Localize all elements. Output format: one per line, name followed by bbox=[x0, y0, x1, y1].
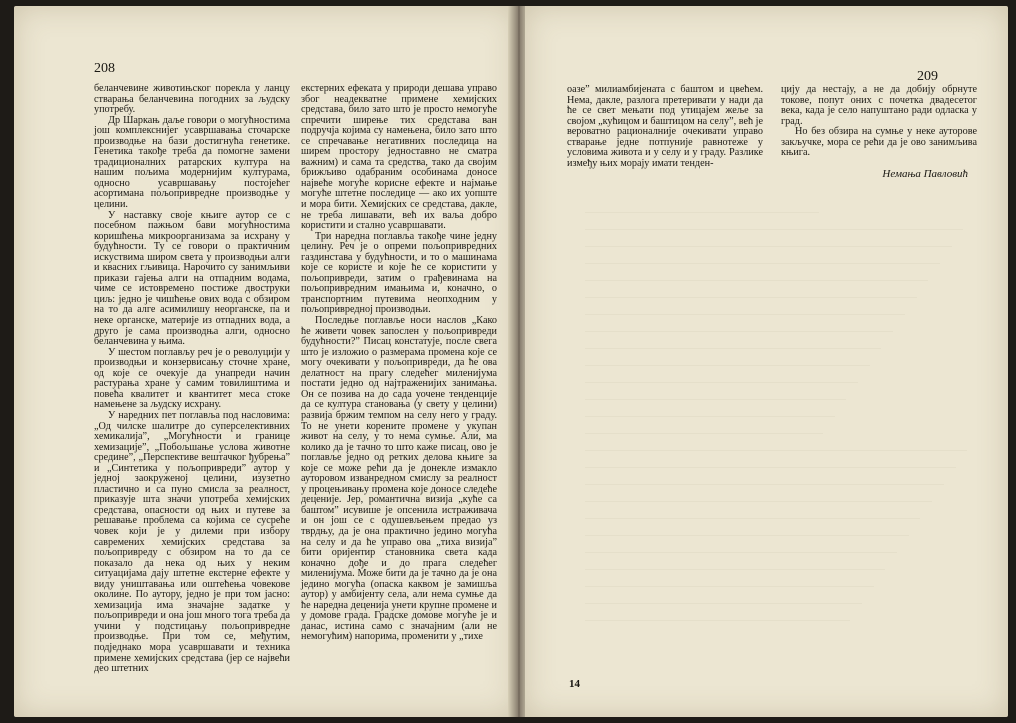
paragraph: Др Шаркањ даље говори о могућностима још комплекснијег усавршавања сточарске производње на бази достигнућа генетике. Генетика такође треба да помогне замени традиционалних ратарских култура на нашим пољима модернијим културама, односно усавршавању постојећег асортимана пољопривредне производње у целини. bbox=[94, 114, 290, 211]
show-through-line bbox=[585, 247, 940, 264]
show-through-line bbox=[585, 604, 850, 621]
show-through-line bbox=[585, 485, 932, 502]
paragraph: У шестом поглављу реч је о револуцији у производњи и конзервисању сточне хране, од које се очекује да унапреди начин растурања хране у самим товилиштима и повећа квалитет и квантитет меса стоке намењене за људску исхрану. bbox=[94, 346, 290, 411]
show-through-line bbox=[585, 264, 928, 281]
right-column-2 bbox=[781, 85, 977, 159]
show-through-line bbox=[585, 332, 881, 349]
show-through-line bbox=[585, 587, 862, 604]
left-page-number: 208 bbox=[94, 61, 115, 76]
paragraph: цију да нестају, а не да добију обрнуте токове, попут оних с почетка двадесетог века, када је село напуштано ради одласка у град. bbox=[781, 84, 977, 127]
right-page-number: 209 bbox=[917, 69, 938, 84]
paragraph: беланчевине животињског порекла у ланцу стварања беланчевина погодних за људску употребу. bbox=[94, 83, 290, 116]
paragraph: Три наредна поглавља такође чине једну целину. Реч је о опреми пољопривредних газдинстава у будућности, и то о машинама које се користе и које ће се користити у пољопривреди, затим о грађевинама на пољопривредним имањима и, коначно, о транспортним путевима неопходним у пољопривредној производњи. bbox=[301, 230, 497, 316]
author-signature: Немања Павловић bbox=[882, 168, 968, 180]
paragraph: У наредних пет поглавља под насловима: „Од чилске шалитре до суперселективних хемикалија”, „Могућности и границе хемизације”, „Побољшање услова животне средине”, „Перспективе вештачког ђубрења” и „Синтетика у пољопривреди” аутор у једној заокруженој целини, изузетно пластично и са пуно смисла за реалност, приказује шта значи употреба хемијских средстава, опасности од њих и путеве за решавање проблема са којима се сусреће човек који је у дилеми при избору савремених хемијских средстава за пољопривреду с обзиром на то да се показало да нека од њих у неким ситуацијама дају штетне екстерне ефекте у виду уништавања или оштећења човековe околине. По аутору, једно је при том јасно: хемизација има значајне задатке у пољопривреди и она још много тога треба да учини у подстицању пољопривредне производње. При том се, међутим, подједнако мора усавршавати и техника примене хемијских средстава (јер се највећи део штетних bbox=[94, 409, 290, 675]
show-through-line bbox=[585, 349, 870, 366]
show-through-line bbox=[585, 502, 920, 519]
show-through-text bbox=[585, 196, 975, 636]
show-through-line bbox=[585, 519, 909, 536]
show-through-line bbox=[585, 213, 963, 230]
show-through-line bbox=[585, 281, 917, 298]
show-through-line bbox=[585, 315, 893, 332]
right-page bbox=[525, 6, 1008, 717]
show-through-line bbox=[585, 417, 823, 434]
paragraph: Но без обзира на сумње у неке ауторове закључке, мора се рећи да је ово занимљива књига. bbox=[781, 126, 977, 159]
show-through-line bbox=[585, 536, 897, 553]
show-through-line bbox=[585, 366, 858, 383]
show-through-line bbox=[585, 621, 839, 636]
paragraph: оазе” милиамбијената с баштом и цвећем. Нема, дакле, разлога претеривати у нади да ће се свет мењати под утицајем жеље за својом „кућицом и баштицом на селу”, већ је вероватно рационалније очекивати управо стварање једне потпуније равнотеже у условима живота и у селу и у граду. Разлике између њих морају имати тенден- bbox=[567, 84, 763, 169]
show-through-line bbox=[585, 451, 956, 468]
footer-number: 14 bbox=[569, 678, 580, 690]
show-through-line bbox=[585, 400, 835, 417]
paragraph: Последње поглавље носи наслов „Како ће живети човек запослен у пољопривреди будућности?” Писац констатује, после свега што је изложио о размерама промена које се могу очекивати у пољопривреди, да ће ова делатност на прагу следећег миленијума постати једно од најтраженијих занимања. Он се позива на до сада уочене тенденције да се култура становања (у свету у целини) развија бржим темпом на селу него у граду. То не унети корените промене у укупан живот на селу, у то нема сумње. Али, ма колико да је тачно то што каже писац, ово је поглавље једно од ретких делова књиге за које се може рећи да је донекле измакло ауторовом изванредном смислу за реалност у процењивању промена које доносе следеће деценије. Јер, романтична визија „куће са баштом” исувише је опсенила истраживача и он још се с одушевљењем предао уз тврдњу, да је она практично једино могућа на селу и да ће управо ова „тиха визија” бити оријентир становника света када коначно дође и до прага следећег миленијума. Може бити да је тачно да је она једино могућа (опаска каквом је замишља аутор) у амбијенту села, али нема сумње да ће наредна деценија унети крупне промене и у домове града. Градске домове могуће је и данас, истина само с значајним (али не немогућим) напорима, променити у „тихе bbox=[301, 315, 497, 643]
paragraph: екстерних ефеката у природи дешава управо због неадекватне примене хемијских средстава, било зато што је просто немогуће спречити ширење тих средстава ван подручја којима су намењена, било зато што се спречавање негативних последица на ширем простору једноставно не сматра важним) и сама та средства, тако да својим брижљиво одабраним особинама доносе највеће могуће корисне ефекте и најмање могуће штетне последице — ако их уопште и мора бити. Хемијских се средстава, дакле, не треба лишавати, већ их ваља добро користити и стално усавршавати. bbox=[301, 83, 497, 232]
show-through-line bbox=[585, 553, 885, 570]
show-through-line bbox=[585, 468, 944, 485]
show-through-line bbox=[585, 196, 819, 213]
left-column-1 bbox=[94, 84, 290, 675]
paragraph: У наставку своје књиге аутор се с посебном пажњом бави могућностима коришћења микроорганизама за исхрану у будућности. Ту се говори о практичним искуствима широм света у производњи алги и квасних гљивица. Нарочито су занимљиви прикази гајења алги на отпадним водама, чиме се истовремено постиже двоструки циљ: једно је чишћење ових вода с обзиром на то да алге асимилишу неорганске, па и неке органске, материје из отпадних вода, а друго је сама производња алги, односно беланчевина у њима. bbox=[94, 209, 290, 348]
show-through-line bbox=[585, 230, 952, 247]
left-column-2 bbox=[301, 84, 497, 643]
show-through-line bbox=[585, 383, 846, 400]
left-page bbox=[14, 6, 516, 717]
show-through-line bbox=[585, 434, 967, 451]
show-through-line bbox=[585, 298, 905, 315]
right-column-1 bbox=[567, 85, 763, 169]
show-through-line bbox=[585, 570, 874, 587]
